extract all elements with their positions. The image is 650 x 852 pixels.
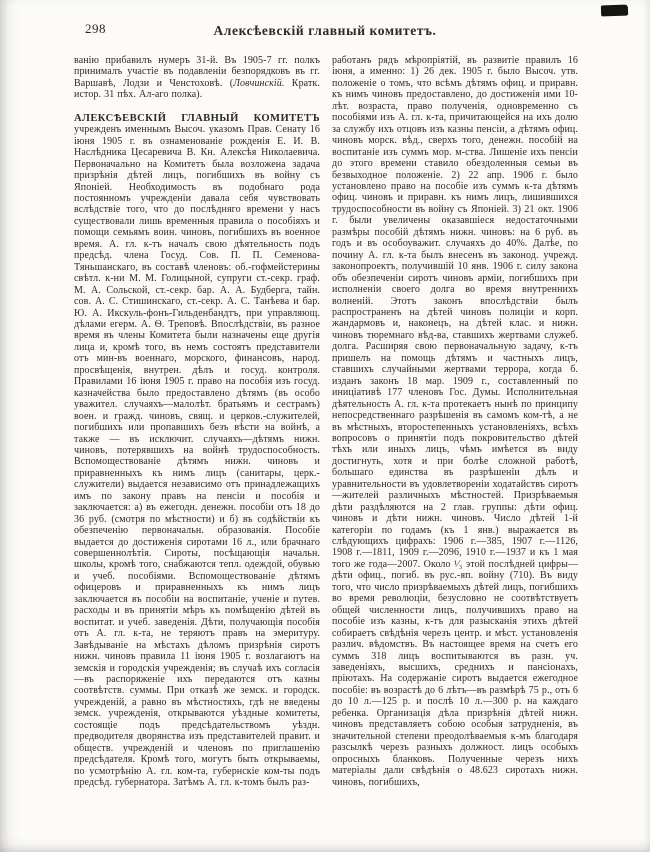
previous-article-ending	[74, 55, 320, 101]
article-body-right: работанъ рядъ мѣропріятій, въ развитіе правилъ 16 іюня, а именно: 1) 26 дек. 1905 г. было Высоч. утв. положеніе о томъ, что всѣмъ дѣтямъ офиц. и приравн. къ нимъ чиновъ предоставлено, до достиженія ими 10-лѣт. возраста, право полученія, одновременно съ пособіями изъ А. гл. к-та, причитающейся на ихъ долю за службу ихъ отцовъ изъ казны пенсіи, а дѣтямъ офиц. чиновъ морск. вѣд., сверхъ того, денежн. пособій на воспитаніе изъ суммъ мор. м-ства. Лишеніе ихъ пенсіи до этого времени ставило обездоленныя семьи въ безвыходное положеніе. 2) 22 апр. 1906 г. было установлено право на пособіе изъ суммъ к-та дѣтямъ офиц. чиновъ и приравн. къ нимъ лицъ, лишившихся трудоспособности въ войну съ Японіей. 3) 21 окт. 1906 г. были увеличены оказавшіеся недостаточными размѣры пособій дѣтямъ нижн. чиновъ: на 6 руб. въ годъ и въ особоуважит. случаяхъ до 40%. Далѣе, по почину А. гл. к-та былъ внесенъ въ законод. учрежд. законопроектъ, получившій 10 янв. 1906 г. силу закона объ обезпеченіи сиротъ чиновъ арміи, погибшихъ при исполненіи своего долга во время внутреннихъ волненій. Этотъ законъ впослѣдствіи былъ распространенъ на дѣтей чиновъ полиціи и корп. жандармовъ и, наконецъ, на дѣтей клас. и нижн. чиновъ тюремнаго вѣд-ва, ставшихъ жертвами служеб. долга. Расширяя свою первоначальную задачу, к-тъ пришелъ на помощь дѣтямъ и частныхъ лицъ, ставшихъ случайными жертвами террора, когда б. изданъ законъ 18 мар. 1909 г., составленный по иниціативѣ 177 членовъ Гос. Думы. Исполнительная дѣятельность А. гл. к-та протекаетъ нынѣ по принципу непосредственнаго разрѣшенія въ самомъ ком-тѣ, а не въ мѣстныхъ, второстепенныхъ установленіяхъ, всѣхъ вопросовъ о принятіи подъ покровительство дѣтей тѣхъ или иныхъ лицъ, чѣмъ имѣется въ виду достигнуть, хотя и при болѣе сложной работѣ, большаго единства въ разрѣшеніи дѣлъ и уравнительности въ удовлетвореніи ходатайствъ сиротъ—жителей различныхъ мѣстностей. Призрѣваемыя дѣти раздѣляются на 2 глав. группы: дѣти офиц. чиновъ и дѣти нижн. чиновъ. Число дѣтей 1-й категоріи по годамъ (къ 1 янв.) выражается въ слѣдующихъ цифрахъ: 1906 г.—385, 1907 г.—1126, 1908 г.—1811, 1909 г.—2096, 1910 г.—1937 и къ 1 мая того же года—2007. Около ¹⁄₃ этой послѣдней цифры—дѣти офиц., погиб. въ рус.-яп. войну (710). Въ виду того, что число призрѣваемыхъ дѣтей лицъ, погибшихъ во время революціи, безусловно не соотвѣтствуетъ общей численности лицъ, получившихъ право на пособіе изъ казны, к-тъ для разысканія этихъ дѣтей собираетъ свѣдѣнія черезъ центр. и мѣст. установленія различ. вѣдомствъ. Въ настоящее время на счетъ его суммъ 318 лицъ воспитываются въ разн. уч. заведеніяхъ, высшихъ, среднихъ и пансіонахъ, пріютахъ. На содержаніе сиротъ выдается ежегодное пособіе: въ возрастѣ до 6 лѣтъ—въ размѣрѣ 75 р., отъ 6 до 10 л.—125 р. и послѣ 10 л.—300 р. на каждаго ребенка. Организація дѣла призрѣнія дѣтей нижн. чиновъ представляетъ собою особыя затрудненія, въ значительной степени преодолѣваемыя к-мъ благодаря разсылкѣ черезъ разныхъ должност. лицъ особыхъ опросныхъ бланковъ. Полученные черезъ нихъ матеріалы дали свѣдѣнія о 48.623 сиротахъ нижн. чиновъ, погибшихъ,	[332, 55, 578, 788]
left-column	[74, 55, 320, 789]
article-start	[74, 113, 320, 789]
page-number: 298	[85, 21, 106, 36]
source-reference-rest: Кратк. истор. 31 пѣх. Ал-аго полка).	[74, 77, 320, 101]
source-reference-author: Ловчинскій.	[233, 77, 285, 89]
page-header	[0, 0, 650, 45]
text-columns	[0, 45, 650, 789]
previous-article-text: ванію прибавилъ нумеръ 31-й. Въ 1905-7 гг. полкъ принималъ участіе въ подавленіи безпорядковъ въ гг. Варшавѣ, Лодзи и Ченстоховѣ. (	[74, 55, 320, 89]
running-title: Алексѣевскій главный комитетъ.	[213, 23, 437, 38]
article-heading: АЛЕКСѢЕВСКІЙ ГЛАВНЫЙ КОМИТЕТЪ	[74, 112, 320, 124]
right-column	[332, 55, 578, 789]
article-body-left: учрежденъ именнымъ Высоч. указомъ Прав. Сенату 16 іюня 1905 г. въ ознаменованіе рожденія Е. И. В. Наслѣдника Цесаревича В. Кн. Алексѣя Николаевича. Первоначально на Комитетъ была возложена задача призрѣнія дѣтей лицъ, погибшихъ въ войну съ Японіей. Необходимость въ подобнаго рода постоянномъ учрежденіи давала себя чувствовать вслѣдствіе того, что до послѣдняго времени у насъ существовали лишь временныя правила о пособіяхъ и помощи семьямъ воин. чиновъ, погибшихъ въ военное время. А. гл. к-тъ началъ свою дѣятельность подъ предсѣд. члена Госуд. Сов. П. П. Семенова-Тяньшанскаго, въ составѣ членовъ: об.-гофмейстерины свѣтл. к-ни М. М. Голицыной, супруги ст.-секр. граф. М. А. Сольской, ст.-секр. бар. А. А. Будберга, тайн. сов. А. С. Стишинскаго, ст.-секр. А. С. Танѣева и бар. Ю. А. Икскуль-фонъ-Гильденбандтъ, при управляющ. дѣлами егерм. А. Ѳ. Треповѣ. Впослѣдствіи, въ разное время въ члены Комитета были назначены еще другія лица и, кромѣ того, въ немъ состоятъ представители отъ мин-въ военнаго, морского, финансовъ, народ. просвѣщенія, внутрен. дѣлъ и госуд. контроля. Правилами 16 іюня 1905 г. право на пособія изъ госуд. казначейства было предоставлено дѣтямъ (въ особо уважител. случаяхъ—малолѣт. братьямъ и сестрамъ) воен. и гражд. чиновъ, свящ. и церков.-служителей, погибшихъ или пропавшихъ безъ вѣсти на войнѣ, а также — въ исключит. случаяхъ—дѣтямъ нижн. чиновъ, потерявшихъ на войнѣ трудоспособность. Вспомоществованіе дѣтямъ нижн. чиновъ и приравненныхъ къ нимъ лицъ (санитары, церк.-служители) выдается независимо отъ принадлежащихъ имъ по закону правъ на пенсіи и пособія и заключается: а) въ ежегодн. денежн. пособіи отъ 18 до 36 руб. (смотря по мѣстности) и б) въ содѣйствіи къ обезпеченію первоначальн. образованія. Пособіе выдается до достиженія сиротами 16 л., или брачнаго совершеннолѣтія. Сироты, посѣщающія начальн. школы, кромѣ того, снабжаются тепл. одеждой, обувью и учеб. пособіями. Вспомоществованіе дѣтямъ офицеровъ и приравненныхъ къ нимъ лицъ заключается въ пособіи на воспитаніе, ученіе и путев. расходы и въ принятіи мѣръ къ помѣщенію дѣтей въ воспитат. и учеб. заведенія. Дѣти, получающія пособія отъ А. гл. к-та, не теряютъ правъ на эмеритуру. Завѣдываніе на мѣстахъ дѣломъ призрѣнія сиротъ нижн. чиновъ правила 11 іюня 1905 г. возлагаютъ на земскія и городскія учрежденія; въ случаѣ ихъ согласія—въ распоряженіе ихъ передаются отъ казны соотвѣтств. суммы. При отказѣ же земск. и городск. учрежденій, а равно въ мѣстностяхъ, гдѣ не введены земск. учрежденія, открываются уѣздные комитеты, состоящіе подъ предсѣдательствомъ уѣздн. предводителя дворянства изъ представителей правит. и обществ. учрежденій и членовъ по приглашенію предсѣдателя. Кромѣ того, могутъ быть открываемы, по усмотрѣнію А. гл. ком-та, губернскіе ком-ты подъ предсѣд. губернатора. Затѣмъ А. гл. к-томъ былъ раз-	[74, 124, 320, 789]
